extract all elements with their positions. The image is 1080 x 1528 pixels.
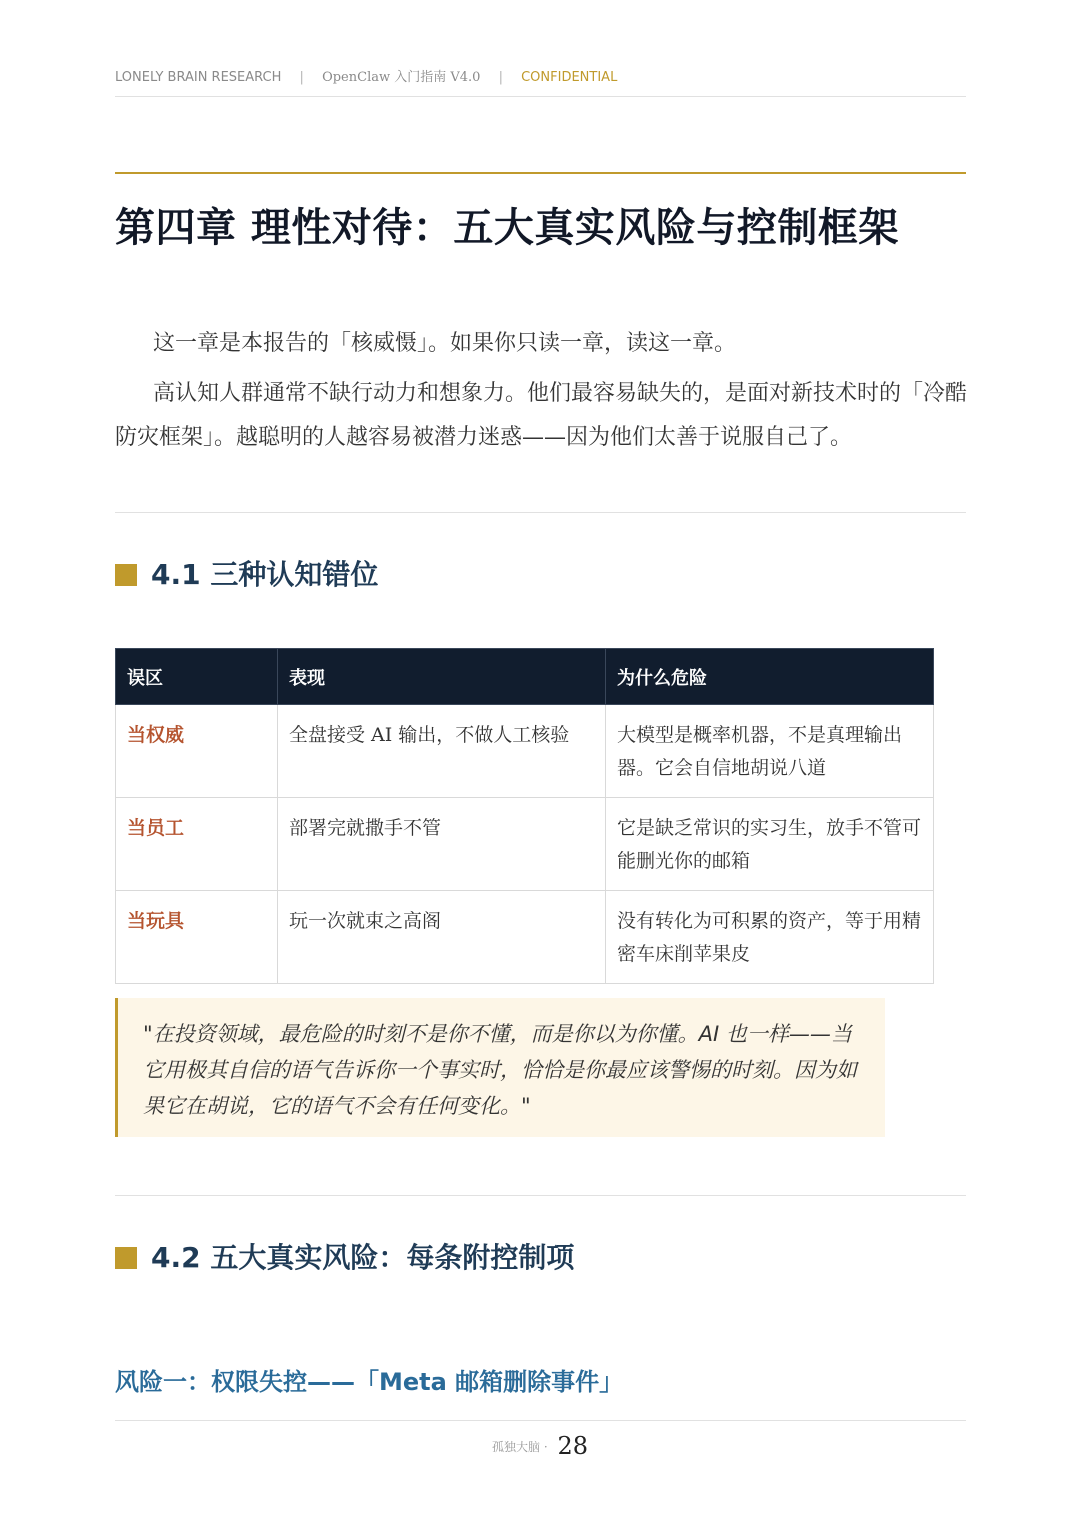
header-doc-title: OpenClaw 入门指南 V4.0 bbox=[322, 70, 481, 85]
chapter-intro bbox=[115, 322, 985, 460]
header-org: LONELY BRAIN RESEARCH bbox=[115, 70, 282, 85]
header-divider bbox=[115, 96, 966, 97]
behavior-cell: 玩一次就束之高阁 bbox=[278, 891, 606, 984]
footer-dot: · bbox=[543, 1440, 548, 1454]
intro-paragraph-2: 高认知人群通常不缺行动力和想象力。他们最容易缺失的，是面对新技术时的「冷酷防灾框架」。越聪明的人越容易被潜力迷惑——因为他们太善于说服自己了。 bbox=[115, 381, 968, 450]
section-title: 4.2 五大真实风险：每条附控制项 bbox=[151, 1241, 575, 1274]
page-number: 28 bbox=[557, 1432, 589, 1460]
myth-cell: 当玩具 bbox=[116, 891, 278, 984]
chapter-title: 第四章 理性对待：五大真实风险与控制框架 bbox=[115, 205, 899, 251]
square-bullet-icon bbox=[115, 1247, 137, 1269]
danger-cell: 没有转化为可积累的资产，等于用精密车床削苹果皮 bbox=[606, 891, 934, 984]
header-classification: CONFIDENTIAL bbox=[521, 70, 618, 85]
header-separator: | bbox=[498, 70, 503, 85]
section-heading-4-1 bbox=[115, 557, 378, 593]
footer-divider bbox=[115, 1420, 966, 1421]
section-heading-4-2 bbox=[115, 1240, 574, 1276]
table-row bbox=[116, 705, 934, 798]
header-separator: | bbox=[299, 70, 304, 85]
footer-brand: 孤独大脑 bbox=[491, 1440, 540, 1454]
square-bullet-icon bbox=[115, 564, 137, 586]
column-header: 误区 bbox=[116, 649, 278, 705]
pull-quote: "在投资领域，最危险的时刻不是你不懂，而是你以为你懂。AI 也一样——当它用极其自信的语气告诉你一个事实时，恰恰是你最应该警惕的时刻。因为如果它在胡说，它的语气不会有任何变化。" bbox=[115, 998, 885, 1137]
behavior-cell: 全盘接受 AI 输出，不做人工核验 bbox=[278, 705, 606, 798]
myth-cell: 当权威 bbox=[116, 705, 278, 798]
section-divider bbox=[115, 512, 966, 513]
table-header-row bbox=[116, 649, 934, 705]
intro-paragraph-1: 这一章是本报告的「核威慑」。如果你只读一章，读这一章。 bbox=[153, 331, 737, 356]
risk-one-heading: 风险一：权限失控——「Meta 邮箱删除事件」 bbox=[115, 1368, 624, 1396]
page-header bbox=[115, 66, 966, 85]
table-row bbox=[116, 798, 934, 891]
section-divider bbox=[115, 1195, 966, 1196]
behavior-cell: 部署完就撒手不管 bbox=[278, 798, 606, 891]
page-footer bbox=[0, 1432, 1080, 1460]
column-header: 表现 bbox=[278, 649, 606, 705]
cognitive-misalignment-table bbox=[115, 648, 934, 984]
column-header: 为什么危险 bbox=[606, 649, 934, 705]
danger-cell: 大模型是概率机器，不是真理输出器。它会自信地胡说八道 bbox=[606, 705, 934, 798]
chapter-gold-rule bbox=[115, 172, 966, 174]
myth-cell: 当员工 bbox=[116, 798, 278, 891]
danger-cell: 它是缺乏常识的实习生，放手不管可能删光你的邮箱 bbox=[606, 798, 934, 891]
section-title: 4.1 三种认知错位 bbox=[151, 558, 379, 591]
table-row bbox=[116, 891, 934, 984]
